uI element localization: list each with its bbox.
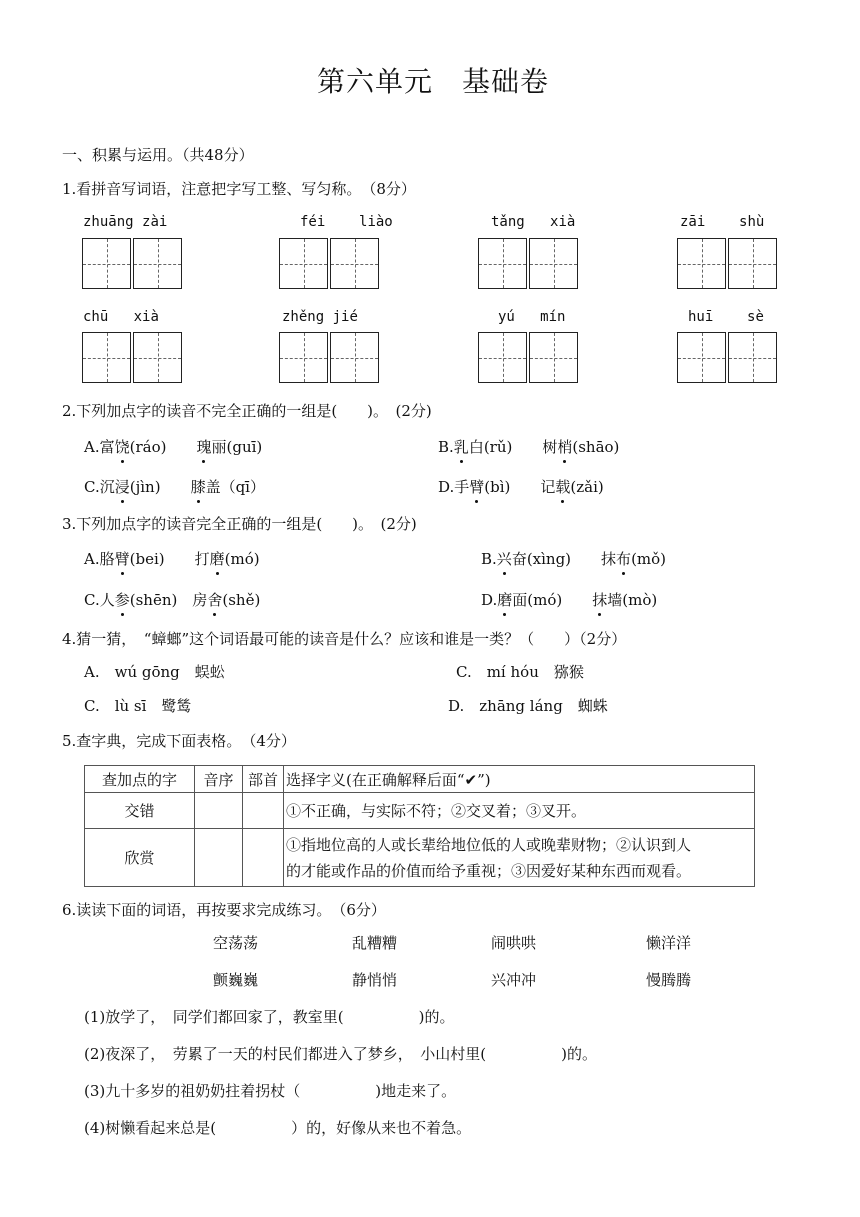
pinyin: chū xià	[83, 309, 159, 325]
word-item: 空荡荡	[213, 934, 259, 952]
table-row	[85, 793, 755, 829]
word-item: 静悄悄	[352, 971, 398, 989]
table-header: 选择字义(在正确解释后面“✔”)	[284, 766, 755, 793]
writing-grid[interactable]	[279, 238, 379, 289]
option-c: C.人参(shēn) 房舍(shě)	[84, 591, 261, 609]
answer-cell[interactable]	[243, 793, 284, 829]
option-b: B.乳白(rǔ) 树梢(shāo)	[438, 438, 620, 456]
dictionary-table	[84, 765, 755, 887]
option-d: D.手臂(bì) 记载(zǎi)	[438, 478, 604, 496]
option-d: D. zhāng láng 蜘蛛	[448, 697, 608, 715]
option-d: D.磨面(mó) 抹墙(mò)	[481, 591, 658, 609]
question-4-prompt: 4.猜一猜， “蟑螂”这个词语最可能的读音是什么？应该和谁是一类？（ ）（2分）	[62, 630, 627, 648]
meaning-cell: ①不正确，与实际不符；②交叉着；③叉开。	[284, 793, 755, 829]
pinyin: féi liào	[300, 214, 393, 230]
pinyin: zhěng jié	[282, 309, 358, 325]
question-1-prompt: 1.看拼音写词语，注意把字写工整、写匀称。 （8分）	[62, 180, 416, 198]
word-item: 懒洋洋	[646, 934, 692, 952]
word-item: 乱糟糟	[352, 934, 398, 952]
pinyin: zāi shù	[680, 214, 765, 230]
option-a: A.富饶(ráo) 瑰丽(guī)	[84, 438, 263, 456]
pinyin: zhuāng zài	[83, 214, 168, 230]
table-header: 部首	[243, 766, 284, 793]
page-title: 第六单元 基础卷	[317, 65, 550, 98]
pinyin: huī sè	[688, 309, 764, 325]
sentence-4: (4)树懒看起来总是( ）的，好像从来也不着急。	[84, 1119, 472, 1137]
writing-grid[interactable]	[82, 238, 182, 289]
table-header: 音序	[195, 766, 243, 793]
sentence-1: (1)放学了， 同学们都回家了，教室里( )的。	[84, 1008, 455, 1026]
word-item: 慢腾腾	[646, 971, 692, 989]
writing-grid[interactable]	[677, 332, 777, 383]
answer-cell[interactable]	[195, 829, 243, 887]
word-item: 兴冲冲	[491, 971, 537, 989]
table-row	[85, 829, 755, 887]
answer-cell[interactable]	[243, 829, 284, 887]
word-cell: 欣赏	[85, 829, 195, 887]
word-item: 颤巍巍	[213, 971, 259, 989]
question-2-prompt: 2.下列加点字的读音不完全正确的一组是( )。 (2分)	[62, 402, 432, 420]
writing-grid[interactable]	[478, 238, 578, 289]
option-c: C.沉浸(jìn) 膝盖（qī）	[84, 478, 265, 496]
writing-grid[interactable]	[279, 332, 379, 383]
question-6-prompt: 6.读读下面的词语，再按要求完成练习。 （6分）	[62, 901, 386, 919]
pinyin: tǎng xià	[491, 214, 576, 230]
meaning-cell: ①指地位高的人或长辈给地位低的人或晚辈财物；②认识到人 的才能或作品的价值而给予重视；③因爱好某种东西而观看。	[284, 829, 755, 887]
table-header-row	[85, 766, 755, 793]
option-c: C. mí hóu 猕猴	[456, 663, 584, 681]
writing-grid[interactable]	[478, 332, 578, 383]
answer-cell[interactable]	[195, 793, 243, 829]
pinyin: yú mín	[498, 309, 566, 325]
sentence-3: (3)九十多岁的祖奶奶拄着拐杖（ )地走来了。	[84, 1082, 457, 1100]
option-b: B.兴奋(xìng) 抹布(mǒ)	[481, 550, 667, 568]
option-a: A. wú gōng 蜈蚣	[84, 663, 225, 681]
option-c-second: C. lù sī 鹭鸶	[84, 697, 192, 715]
question-5-prompt: 5.查字典，完成下面表格。 （4分）	[62, 732, 296, 750]
option-a: A.胳臂(bei) 打磨(mó)	[84, 550, 260, 568]
word-cell: 交错	[85, 793, 195, 829]
table-header: 查加点的字	[85, 766, 195, 793]
writing-grid[interactable]	[82, 332, 182, 383]
word-item: 闹哄哄	[491, 934, 537, 952]
sentence-2: (2)夜深了， 劳累了一天的村民们都进入了梦乡， 小山村里( )的。	[84, 1045, 597, 1063]
question-3-prompt: 3.下列加点字的读音完全正确的一组是( )。 (2分)	[62, 515, 417, 533]
writing-grid[interactable]	[677, 238, 777, 289]
section-heading: 一、积累与运用。（共48分）	[62, 146, 254, 164]
